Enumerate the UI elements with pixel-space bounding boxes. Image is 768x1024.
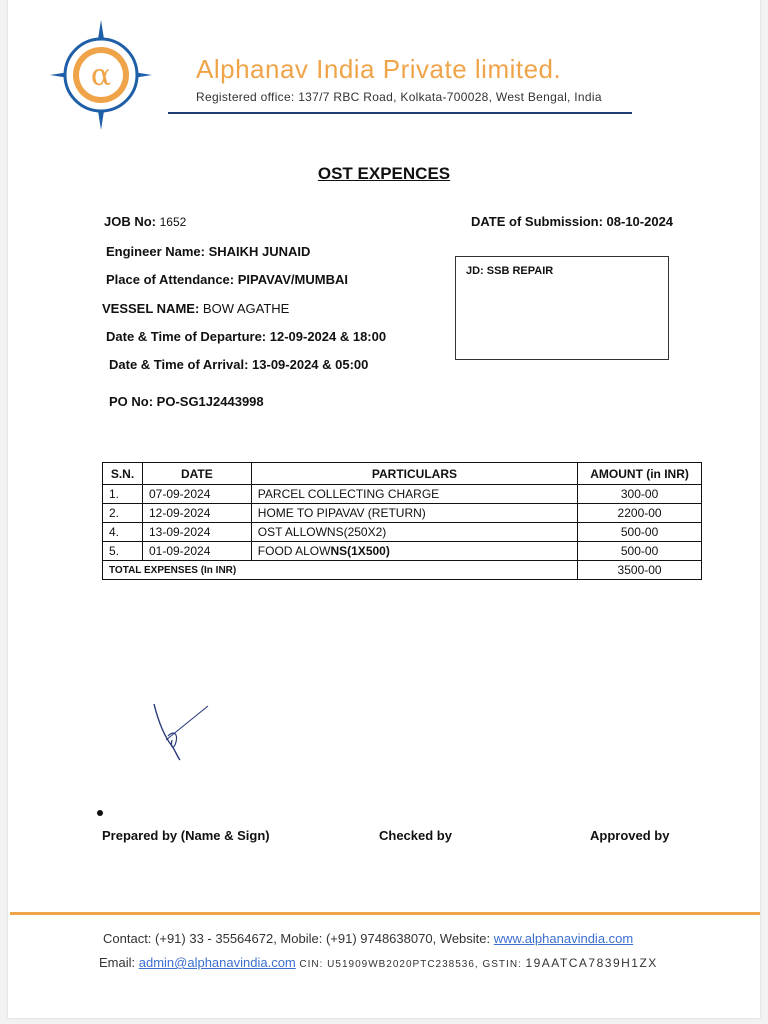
job-number [104, 214, 186, 229]
row-particulars-bold: NS(1X500) [330, 544, 390, 558]
row-sn: 5. [103, 542, 143, 561]
footer-registration [99, 955, 658, 970]
company-name: Alphanav India Private limited. [196, 54, 562, 84]
total-label: TOTAL EXPENSES (In INR) [103, 561, 578, 580]
column-header: AMOUNT (in INR) [578, 463, 702, 485]
table-header-row [103, 463, 702, 485]
vessel-name-label: VESSEL NAME: [102, 301, 200, 316]
row-particulars: HOME TO PIPAVAV (RETURN) [251, 504, 577, 523]
total-row [103, 561, 702, 580]
logo-alpha-glyph: α [90, 58, 112, 93]
row-amount: 500-00 [578, 542, 702, 561]
company-address: Registered office: 137/7 RBC Road, Kolkata-700028, West Bengal, India [196, 90, 602, 104]
header-divider [168, 112, 632, 114]
row-date: 01-09-2024 [142, 542, 251, 561]
row-particulars-plain: FOOD ALOW [257, 544, 331, 558]
row-amount: 500-00 [578, 523, 702, 542]
document-page [8, 0, 760, 1018]
po-number: PO No: PO-SG1J2443998 [109, 394, 264, 409]
expense-table [102, 462, 702, 580]
table-row [103, 523, 702, 542]
row-particulars: PARCEL COLLECTING CHARGE [251, 485, 577, 504]
arrival-datetime: Date & Time of Arrival: 13-09-2024 & 05:00 [109, 357, 369, 372]
row-date: 12-09-2024 [142, 504, 251, 523]
website-link[interactable]: www.alphanavindia.com [493, 931, 634, 946]
checked-by-label: Checked by [379, 828, 452, 843]
column-header: DATE [142, 463, 251, 485]
document-title: OST EXPENCES [317, 164, 451, 183]
engineer-name: Engineer Name: SHAIKH JUNAID [106, 244, 311, 259]
place-of-attendance: Place of Attendance: PIPAVAV/MUMBAI [106, 272, 348, 287]
email-link[interactable]: admin@alphanavindia.com [138, 955, 296, 970]
row-date: 07-09-2024 [142, 485, 251, 504]
departure-datetime: Date & Time of Departure: 12-09-2024 & 18:00 [106, 329, 387, 344]
row-sn: 4. [103, 523, 143, 542]
job-description-box [455, 256, 669, 360]
cin-text: CIN: U51909WB2020PTC238536, GSTIN: [299, 959, 522, 970]
row-date: 13-09-2024 [142, 523, 251, 542]
table-row [103, 542, 702, 561]
approved-by-label: Approved by [590, 828, 670, 843]
row-sn: 2. [103, 504, 143, 523]
compass-logo-icon [48, 18, 154, 132]
vessel-name-value: BOW AGATHE [202, 301, 290, 316]
email-label: Email: [99, 955, 136, 970]
job-number-value: 1652 [159, 215, 187, 229]
job-description: JD: SSB REPAIR [466, 265, 554, 277]
row-amount: 2200-00 [578, 504, 702, 523]
table-row [103, 485, 702, 504]
gstin-value: 19AATCA7839H1ZX [525, 956, 658, 970]
row-sn: 1. [103, 485, 143, 504]
row-amount: 300-00 [578, 485, 702, 504]
submission-date: DATE of Submission: 08-10-2024 [471, 214, 674, 229]
bullet-dot [97, 810, 103, 816]
column-header: PARTICULARS [251, 463, 577, 485]
column-header: S.N. [103, 463, 143, 485]
row-particulars [251, 542, 577, 561]
footer-contact [103, 931, 633, 946]
job-number-label: JOB No: [104, 214, 156, 229]
row-particulars: OST ALLOWNS(250X2) [251, 523, 577, 542]
table-row [103, 504, 702, 523]
footer-divider [10, 912, 760, 915]
vessel-name [102, 301, 289, 316]
signature-mark-icon [148, 700, 218, 764]
contact-text: Contact: (+91) 33 - 35564672, Mobile: (+91) 9748638070, Website: [103, 931, 491, 946]
prepared-by-label: Prepared by (Name & Sign) [102, 828, 270, 843]
total-amount: 3500-00 [578, 561, 702, 580]
